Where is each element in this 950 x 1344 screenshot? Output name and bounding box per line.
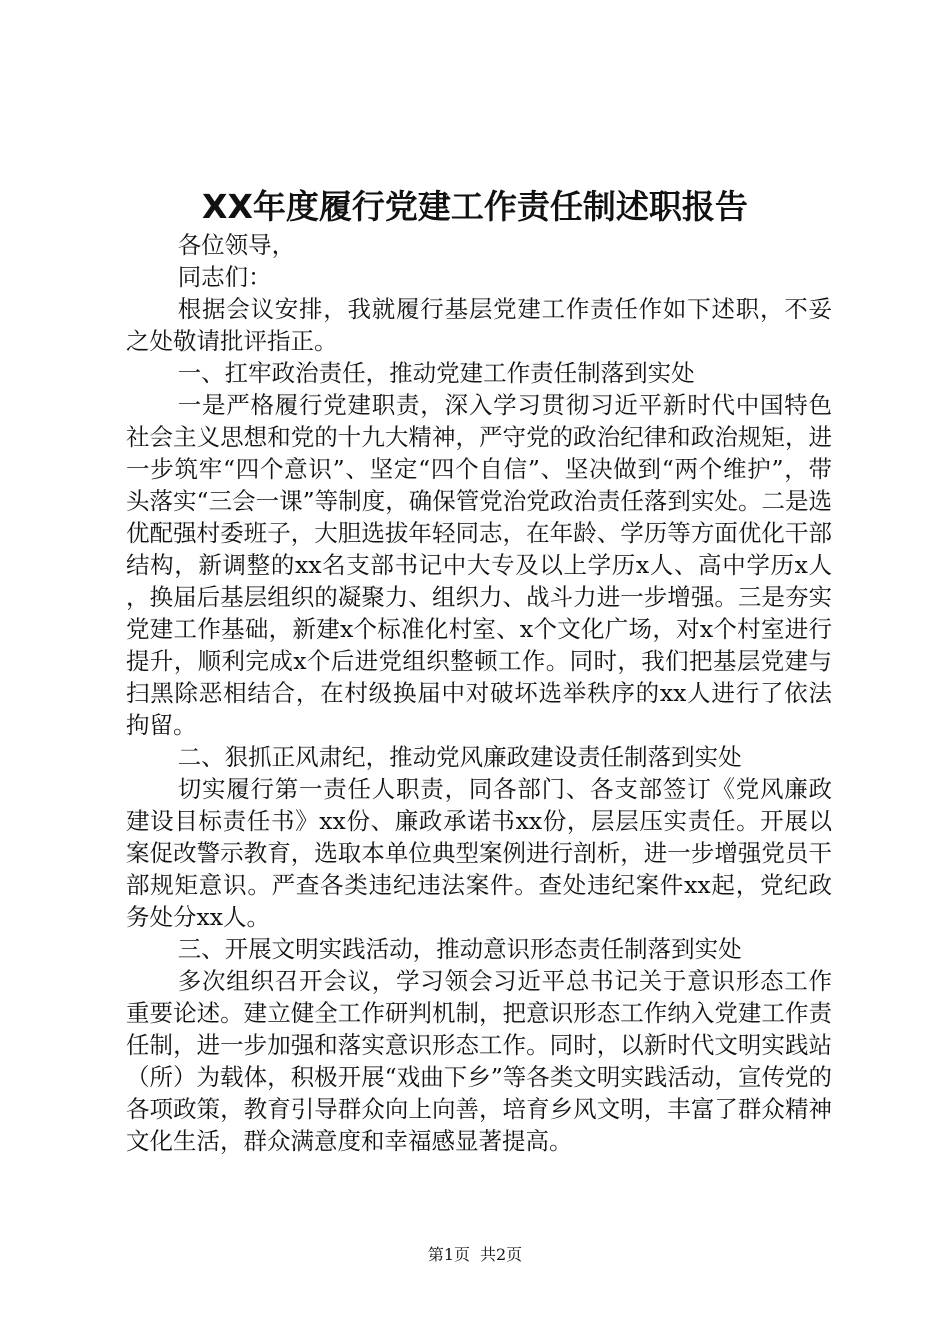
section-heading-3: 三、开展文明实践活动，推动意识形态责任制落到实处 [177,935,742,963]
intro-paragraph: 根据会议安排，我就履行基层党建工作责任作如下述职，不妥之处敬请批评指正。 [126,295,832,355]
section-heading-1: 一、扛牢政治责任，推动党建工作责任制落到实处 [177,359,695,387]
salutation-leaders: 各位领导， [177,231,296,259]
section-heading-2: 二、狠抓正风肃纪，推动党风廉政建设责任制落到实处 [177,743,742,771]
salutation-comrades: 同志们： [177,263,272,291]
section-body-2: 切实履行第一责任人职责，同各部门、各支部签订《党风廉政建设目标责任书》xx份、廉政承诺书xx份，层层压实责任。开展以案促改警示教育，选取本单位典型案例进行剖析，进一步增强党员干部规矩意识。严查各类违纪违法案件。查处违纪案件xx起，党纪政务处分xx人。 [126,775,832,931]
section-body-1: 一是严格履行党建职责，深入学习贯彻习近平新时代中国特色社会主义思想和党的十九大精神，严守党的政治纪律和政治规矩，进一步筑牢“四个意识”、坚定“四个自信”、坚决做到“两个维护”，带头落实“三会一课”等制度，确保管党治党政治责任落到实处。二是选优配强村委班子，大胆选拔年轻同志，在年龄、学历等方面优化干部结构，新调整的xx名支部书记中大专及以上学历x人、高中学历x人，换届后基层组织的凝聚力、组织力、战斗力进一步增强。三是夯实党建工作基础，新建x个标准化村室、x个文化广场，对x个村室进行提升，顺利完成x个后进党组织整顿工作。同时，我们把基层党建与扫黑除恶相结合，在村级换届中对破坏选举秩序的xx人进行了依法拘留。 [126,391,832,739]
page-total: 共2页 [480,1245,523,1264]
page-number: 第1页 [427,1245,470,1264]
page-footer [0,1244,950,1266]
document-body [126,229,832,1157]
document-title: XX年度履行党建工作责任制述职报告 [202,187,748,226]
section-body-3: 多次组织召开会议，学习领会习近平总书记关于意识形态工作重要论述。建立健全工作研判机制，把意识形态工作纳入党建工作责任制，进一步加强和落实意识形态工作。同时，以新时代文明实践站（所）为载体，积极开展“戏曲下乡”等各类文明实践活动，宣传党的各项政策，教育引导群众向上向善，培育乡风文明，丰富了群众精神文化生活，群众满意度和幸福感显著提高。 [126,967,832,1155]
